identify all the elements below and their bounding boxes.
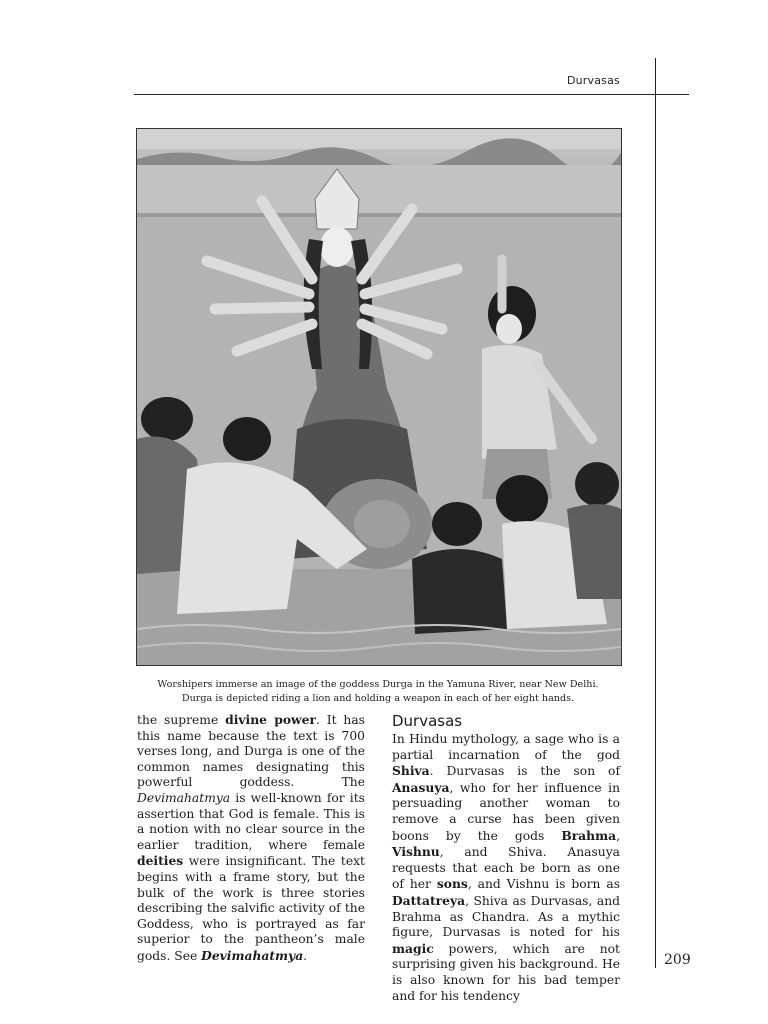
entry-title: Durvasas: [392, 712, 463, 730]
term-magic: magic: [392, 940, 434, 956]
term-shiva: Shiva: [392, 763, 430, 779]
entry-body: In Hindu mythology, a sage who is a partial incarnation of the god Shiva. Durvasas is the son of Anasuya, who for her influence in persuading another woman to remove a curse has been given boons by the gods Brahma, Vishnu, and Shiva. Anasuya requests that each be born as one of her sons, and Vishnu is born as Dattatreya, Shiva as Durvasas, and Brahma as Chandra. As a mythic figure, Durvasas is noted for his magic powers, which are not surprising given his background. He is also known for his bad temper and for his tendency: [392, 732, 620, 1003]
caption-line-2: Durga is depicted riding a lion and holding a weapon in each of her eight hands.: [181, 693, 575, 704]
term-vishnu: Vishnu: [392, 844, 440, 860]
caption-line-1: Worshipers immerse an image of the goddess Durga in the Yamuna River, near New Delhi.: [157, 679, 599, 690]
term-brahma: Brahma: [561, 827, 617, 843]
left-column-text: the supreme divine power. It has this name because the text is 700 verses long, and Durga is one of the common names designating this powerful goddess. The Devimahatmya is well-known for its assertion that God is female. This is a notion with no clear source in the earlier tradition, where female deities were insignificant. The text begins with a frame story, but the bulk of the work is three stories describing the salvific activity of the Goddess, who is portrayed as far superior to the pantheon’s male gods. See Devimahatmya.: [137, 712, 365, 963]
term-anasuya: Anasuya: [392, 779, 450, 795]
term-dattatreya: Dattatreya: [392, 892, 466, 908]
figure-caption: [136, 678, 620, 706]
running-head: Durvasas: [566, 74, 620, 87]
durga-immersion-photo: [136, 128, 622, 666]
margin-rule: [655, 58, 656, 968]
cross-ref-devimahatmya: Devimahatmya: [201, 947, 304, 963]
term-divine-power: divine power: [225, 712, 316, 727]
term-sons: sons: [436, 876, 468, 892]
header-rule: [134, 94, 689, 95]
page-number: 209: [664, 952, 691, 968]
term-deities: deities: [137, 853, 184, 869]
